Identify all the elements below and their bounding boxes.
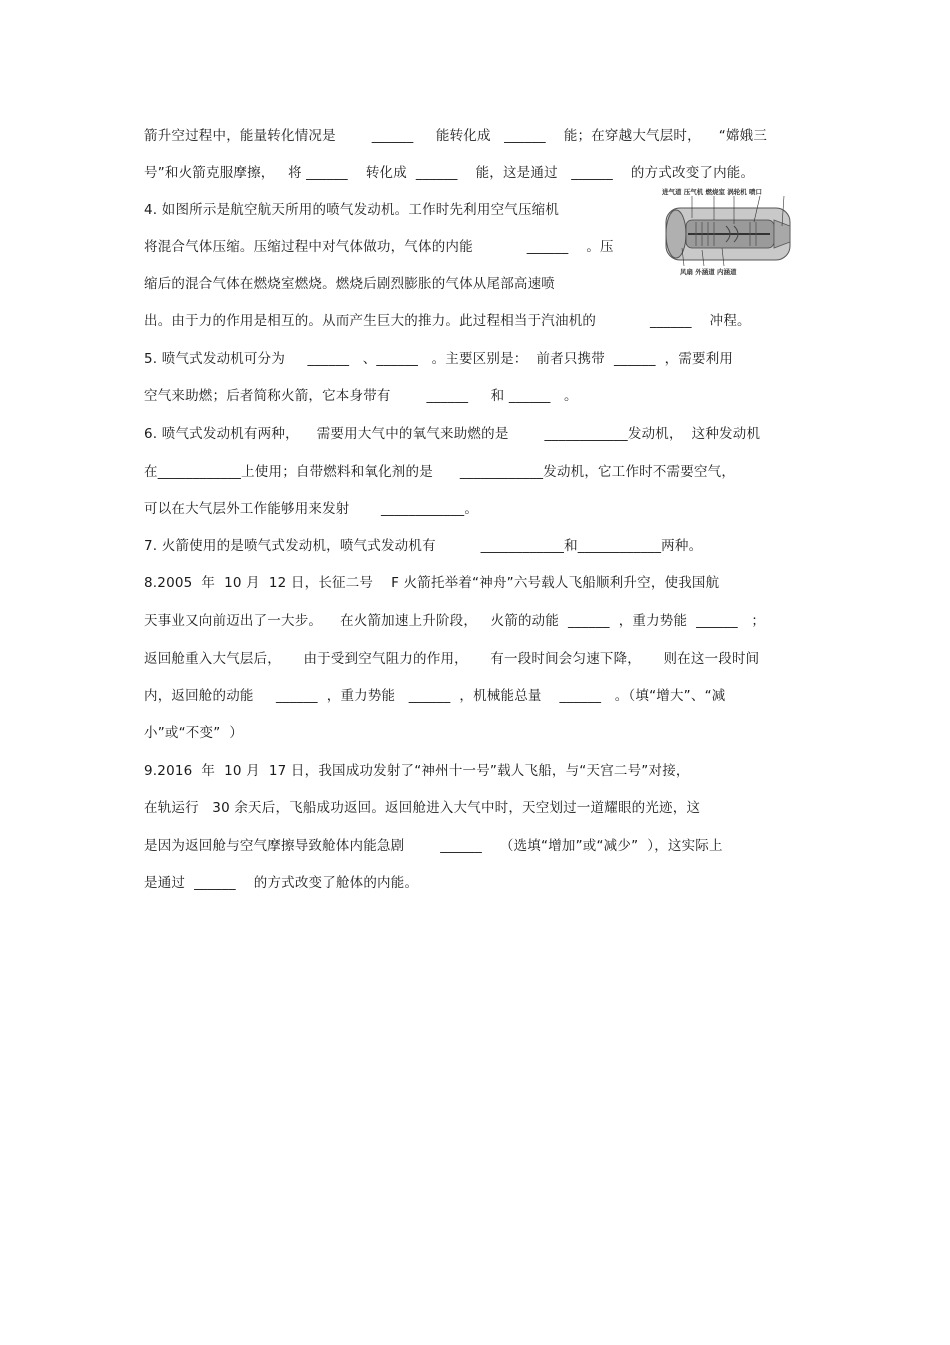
line-2: 号”和火箭克服摩擦， 将 ______ 转化成 ______ 能，这是通过 ______ 的方式改变了内能。 (144, 165, 755, 181)
q5-line-1: 5. 喷气式发动机可分为 ______ 、______ 。主要区别是： 前者只携带 ______ ，需要利用 (144, 351, 734, 367)
q9-line-3: 是因为返回舱与空气摩擦导致舱体内能急剧 ______ （选填“增加”或“减少” ），这实际上 (144, 838, 723, 854)
q9-line-2: 在轨运行 30 余天后，飞船成功返回。返回舱进入大气中时，天空划过一道耀眼的光迹，这 (144, 800, 701, 816)
q4-line-1: 4. 如图所示是航空航天所用的喷气发动机。工作时先利用空气压缩机 (144, 202, 560, 218)
q9-line-1: 9.2016 年 10 月 17 日，我国成功发射了“神州十一号”载人飞船，与“天宫二号”对接， (144, 763, 690, 779)
q4-line-4: 出。由于力的作用是相互的。从而产生巨大的推力。此过程相当于汽油机的 ______ 冲程。 (144, 313, 751, 329)
jet-engine-figure (662, 188, 797, 280)
jet-engine-diagram (662, 188, 797, 280)
figure-bottom-labels: 风扇 外涵道 内涵道 (680, 268, 737, 276)
q7-line: 7. 火箭使用的是喷气式发动机，喷气式发动机有 ____________和____________两种。 (144, 538, 703, 554)
q8-line-4: 内，返回舱的动能 ______ ，重力势能 ______ ，机械能总量 ______ 。（填“增大”、“减 (144, 688, 726, 704)
q8-line-3: 返回舱重入大气层后， 由于受到空气阻力的作用， 有一段时间会匀速下降， 则在这一段时间 (144, 651, 760, 667)
line-1: 箭升空过程中，能量转化情况是 ______ 能转化成 ______ 能；在穿越大气层时， “嫦娥三 (144, 128, 768, 144)
q6-line-3: 可以在大气层外工作能够用来发射 ____________。 (144, 501, 479, 517)
q8-line-2: 天事业又向前迈出了一大步。 在火箭加速上升阶段， 火箭的动能 ______ ，重力势能 ______ ； (144, 613, 766, 629)
q4-line-3: 缩后的混合气体在燃烧室燃烧。燃烧后剧烈膨胀的气体从尾部高速喷 (144, 276, 555, 292)
q6-line-1: 6. 喷气式发动机有两种， 需要用大气中的氧气来助燃的是 ____________发动机， 这种发动机 (144, 426, 761, 442)
q8-line-1: 8.2005 年 10 月 12 日，长征二号 F 火箭托举着“神舟”六号载人飞船顺利升空，使我国航 (144, 575, 720, 591)
q6-line-2: 在____________上使用；自带燃料和氧化剂的是 ____________发动机，它工作时不需要空气， (144, 464, 736, 480)
q4-line-2: 将混合气体压缩。压缩过程中对气体做功，气体的内能 ______ 。压 (144, 239, 614, 255)
q8-line-5: 小”或“不变” ） (144, 725, 244, 741)
q5-line-2: 空气来助燃；后者简称火箭，它本身带有 ______ 和 ______ 。 (144, 388, 578, 404)
figure-top-labels: 进气道 压气机 燃烧室 涡轮机 喷口 (662, 188, 763, 196)
q9-line-4: 是通过 ______ 的方式改变了舱体的内能。 (144, 875, 419, 891)
